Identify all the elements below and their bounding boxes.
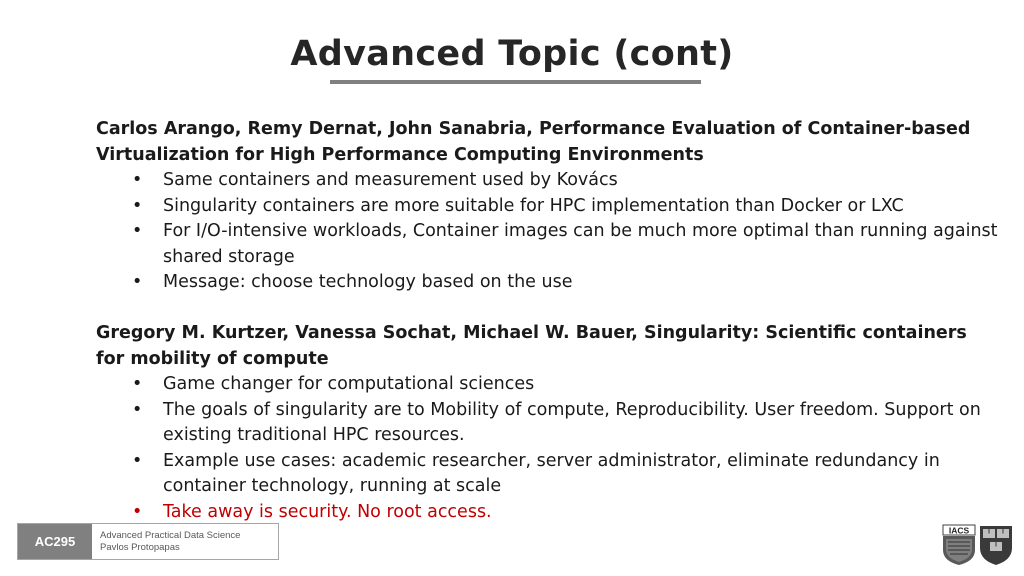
reference-heading-line: Gregory M. Kurtzer, Vanessa Sochat, Michael W. Bauer, Singularity: Scientific containers xyxy=(96,323,967,343)
course-info xyxy=(92,524,240,559)
reference-block-kurtzer xyxy=(96,321,1006,525)
bullet-list xyxy=(96,168,1006,296)
bullet-item-highlight: • Take away is security. No root access. xyxy=(163,500,1006,526)
logo-label: IACS xyxy=(948,525,970,536)
bullet-item: • For I/O-intensive workloads, Container images can be much more optimal than running against shared storage xyxy=(163,219,1006,270)
instructor-name: Pavlos Protopapas xyxy=(100,542,180,553)
page-title: Advanced Topic (cont) xyxy=(290,34,734,74)
reference-heading xyxy=(96,321,1006,372)
reference-heading-line: Carlos Arango, Remy Dernat, John Sanabria, Performance Evaluation of Container-based xyxy=(96,119,971,139)
bullet-list xyxy=(96,372,1006,525)
bullet-item: • Message: choose technology based on the use xyxy=(163,270,1006,296)
reference-block-arango xyxy=(96,117,1006,296)
reference-heading-line: for mobility of compute xyxy=(96,348,329,369)
bullet-item: • Singularity containers are more suitable for HPC implementation than Docker or LXC xyxy=(163,194,1006,220)
course-code: AC295 xyxy=(18,524,92,559)
bullet-item: • Game changer for computational sciences xyxy=(163,372,1006,398)
bullet-item: • Example use cases: academic researcher, server administrator, eliminate redundancy in container technology, running at scale xyxy=(163,449,1006,500)
reference-heading-line: Virtualization for High Performance Computing Environments xyxy=(96,144,704,165)
harvard-shield-icon xyxy=(980,526,1012,565)
reference-heading xyxy=(96,117,1006,168)
iacs-shield-icon xyxy=(943,525,975,565)
slide-body xyxy=(96,117,1006,525)
bullet-item: • The goals of singularity are to Mobility of compute, Reproducibility. User freedom. Support on existing traditional HPC resources. xyxy=(163,398,1006,449)
title-underline xyxy=(330,80,701,84)
institution-logos xyxy=(942,524,1014,566)
logo-svg xyxy=(942,524,1014,566)
bullet-item: • Same containers and measurement used by Kovács xyxy=(163,168,1006,194)
spacer xyxy=(96,296,1006,322)
course-name: Advanced Practical Data Science xyxy=(100,530,241,541)
course-footer-badge xyxy=(17,523,279,560)
